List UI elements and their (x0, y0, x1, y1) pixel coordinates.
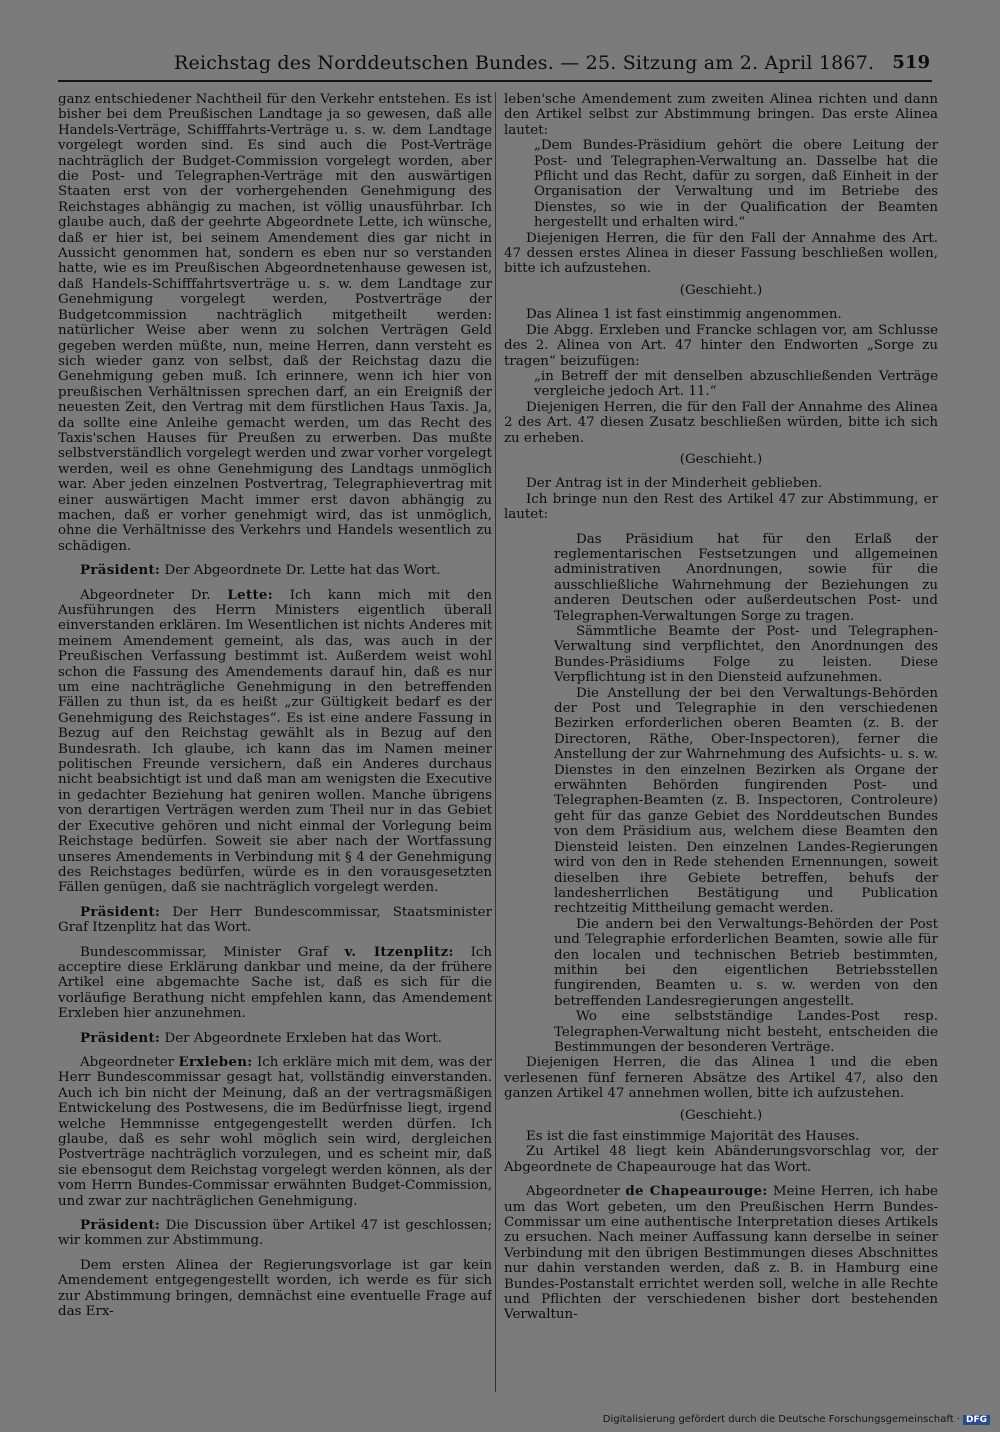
speech-text: Ich erkläre mich mit dem, was der Herr Bundescommissar gesagt hat, vollständig einverstanden. Auch ich bin nicht der Meinung, daß an der vertragsmäßigen Entwickelung des Postwesens, die im Bedürfnisse liegt, irgend welche Hemmnisse entgegengestellt werden dürfen. Ich glaube, daß es sehr wohl möglich sein wird, dergleichen Postverträge nachträglich vorzulegen, und es scheint mir, daß sie ebensogut dem Reichstag vorgelegt werden können, als der vom Herrn Bundes-Commissar erwähnten Budget-Commission, und zwar zur nachträglichen Genehmigung. (58, 1054, 492, 1209)
article-text: Sämmtliche Beamte der Post- und Telegraphen-Verwaltung sind verpflichtet, den Anordnungen des Bundes-Präsidiums Folge zu leisten. Diese Verpflichtung ist in den Diensteid aufzunehmen. (554, 624, 938, 686)
article-text: Die andern bei den Verwaltungs-Behörden der Post und Telegraphie erforderlichen Beamten, sowie alle für den localen und technischen Betrieb bestimmten, mithin bei den eigentlichen Betriebsstellen fungirenden, Beamten u. s. w. werden von den betreffenden Landesregierungen angestellt. (554, 916, 938, 1009)
speaker-paragraph (58, 563, 492, 578)
paragraph: Diejenigen Herren, die das Alinea 1 und die eben verlesenen fünf ferneren Absätze des Artikel 47, also den ganzen Artikel 47 annehmen wollen, bitte ich aufzustehen. (504, 1055, 938, 1102)
speaker-intro: Abgeordneter (80, 1054, 175, 1070)
paragraph: leben'sche Amendement zum zweiten Alinea richten und dann den Artikel selbst zur Abstimmung bringen. Das erste Alinea lautet: (504, 92, 938, 138)
quoted-text: „in Betreff der mit denselben abzuschließenden Verträge vergleiche jedoch Art. 11.“ (534, 368, 938, 400)
speech-text: Ich acceptire diese Erklärung dankbar und meine, da der frühere Artikel eine abgemachte Sache ist, daß es sich für die vorläufige Berathung nicht empfehlen kann, das Amendement Erxleben hier anzunehmen. (58, 944, 492, 1022)
paragraph: Der Antrag ist in der Minderheit geblieben. (526, 476, 823, 492)
credit-text: Digitalisierung gefördert durch die Deutsche Forschungsgemeinschaft · (602, 1414, 960, 1425)
paragraph: Ich bringe nun den Rest des Artikel 47 zur Abstimmung, er lautet: (504, 491, 938, 523)
page-number: 519 (892, 52, 930, 73)
paragraph: Es ist die fast einstimmige Majorität des Hauses. (526, 1129, 860, 1144)
speech-text: Der Abgeordnete Erxleben hat das Wort. (164, 1030, 442, 1046)
speaker-paragraph (504, 1184, 938, 1323)
article-text: Das Präsidium hat für den Erlaß der reglementarischen Festsetzungen und allgemeinen administrativen Anordnungen, sowie für die ausschließliche Wahrnehmung der Beziehungen zu anderen Deutschen oder außerdeutschen Post- und Telegraphen-Verwaltungen Sorge zu tragen. (554, 531, 938, 624)
speaker-name: Präsident: (80, 903, 161, 920)
paragraph: Das Alinea 1 ist fast einstimmig angenommen. (526, 307, 842, 323)
speaker-name: v. Itzenplitz: (344, 943, 454, 960)
speaker-name: Lette: (227, 586, 273, 603)
speaker-paragraph (58, 945, 492, 1022)
speech-text: Meine Herren, ich habe um das Wort gebeten, um den Preußischen Herrn Bundes-Commissar um eine authentische Interpretation dieses Artikels zu ersuchen. Nach meiner Auffassung kann derselbe in seiner Verbindung mit den übrigen Bestimmungen dieses Abschnittes nur dahin verstanden werden, daß z. B. in Hamburg eine Bundes-Postanstalt errichtet werden soll, welche in alle Rechte und Pflichten der verschiedenen bisher dort bestehenden Verwaltun- (504, 1184, 938, 1323)
speaker-paragraph (58, 1055, 492, 1209)
speaker-paragraph (58, 588, 492, 896)
speech-text: Die Discussion über Artikel 47 ist geschlossen; wir kommen zur Abstimmung. (58, 1218, 492, 1249)
column-divider (495, 92, 496, 1392)
digitization-credit (603, 1414, 990, 1425)
speaker-name: Präsident: (80, 1217, 161, 1234)
paragraph: Diejenigen Herren, die für den Fall der Annahme des Alinea 2 des Art. 47 diesen Zusatz beschließen würden, bitte ich sich zu erheben. (504, 399, 938, 446)
speaker-name: Präsident: (80, 562, 161, 579)
speaker-intro: Bundescommissar, Minister Graf (80, 944, 328, 960)
stage-direction: (Geschieht.) (679, 1107, 763, 1123)
paragraph: Dem ersten Alinea der Regierungsvorlage ist gar kein Amendement entgegengestellt worden, ich werde es für sich zur Abstimmung bringen, demnächst eine eventuelle Frage auf das Erx- (58, 1257, 492, 1320)
speaker-intro: Abgeordneter Dr. (80, 587, 211, 603)
dfg-logo: DFG (963, 1415, 990, 1425)
page-header (58, 50, 932, 82)
paragraph: Zu Artikel 48 liegt kein Abänderungsvorschlag vor, der Abgeordnete de Chapeaurouge hat das Wort. (504, 1144, 938, 1175)
speaker-paragraph (58, 905, 492, 936)
article-text: Die Anstellung der bei den Verwaltungs-Behörden der Post und Telegraphie in den verschiedenen Bezirken erforderlichen oberen Beamten (z. B. der Directoren, Räthe, Ober-Inspectoren), ferner die Anstellung der zur Wahrnehmung des Aufsichts- u. s. w. Dienstes in den einzelnen Bezirken als Organe der erwähnten Behörden fungirenden Post- und Telegraphen-Beamten (z. B. Inspectoren, Controleure) geht für das ganze Gebiet des Norddeutschen Bundes von dem Präsidium aus, welchem diese Beamten den Diensteid leisten. Den einzelnen Landes-Regierungen wird von den in Rede stehenden Ernennungen, soweit dieselben ihre Gebiete betreffen, behufs der landesherrlichen Bestätigung und Publication rechtzeitig Mittheilung gemacht werden. (554, 685, 938, 917)
speaker-name: Erxleben: (178, 1053, 253, 1070)
speech-text: Der Herr Bundescommissar, Staatsminister Graf Itzenplitz hat das Wort. (58, 904, 492, 936)
stage-direction: (Geschieht.) (679, 282, 763, 298)
header-title: Reichstag des Norddeutschen Bundes. — 25. Sitzung am 2. April 1867. (174, 52, 875, 74)
speaker-intro: Abgeordneter (526, 1184, 621, 1200)
speaker-paragraph (58, 1031, 492, 1046)
speaker-name: Präsident: (80, 1029, 161, 1046)
speaker-paragraph (58, 1218, 492, 1249)
paragraph: Die Abgg. Erxleben und Francke schlagen vor, am Schlusse des 2. Alinea von Art. 47 hinter den Endworten „Sorge zu tragen“ beizufügen: (504, 322, 938, 369)
paragraph: ganz entschiedener Nachtheil für den Verkehr entstehen. Es ist bisher bei dem Preußischen Landtage ja so gewesen, daß alle Handels-Verträge, Schifffahrts-Verträge u. s. w. dem Landtage vorgelegt worden sind. Es sind auch die Post-Verträge nachträglich der Budget-Commission vorgelegt worden, aber die Post- und Telegraphen-Verträge mit den auswärtigen Staaten erst von der vorhergehenden Genehmigung des Reichstages abhängig zu machen, ist völlig unausführbar. Ich glaube auch, daß der geehrte Abgeordnete Lette, ich wünsche, daß er hier ist, bei seinem Amendement dies gar nicht in Aussicht genommen hat, sondern es eben nur so verstanden hatte, wie es im Preußischen Abgeordnetenhause gewesen ist, daß Handels-Schifffahrtsverträge u. s. w. dem Landtage zur Genehmigung vorgelegt werden, Postverträge der Budgetcommission nachträglich mitgetheilt werden: natürlicher Weise aber wenn zu solchen Verträgen Geld gegeben werden müßte, nun, meine Herren, dann versteht es sich wieder ganz von selbst, daß der Reichstag dazu die Genehmigung geben muß. Ich erinnere, wenn ich hier von preußischen Verhältnissen sprechen darf, an ein Ereigniß der neuesten Zeit, den Vertrag mit dem fürstlichen Haus Taxis. Ja, da sollte eine Anleihe gemacht werden, um das Recht des Taxis'schen Hauses für Preußen zu erwerben. Das mußte selbstverständlich vorgelegt werden und zwar vorher vorgelegt werden, weil es ohne Genehmigung des Landtags unmöglich war. Aber jeden einzelnen Postvertrag, Telegraphievertrag mit einer auswärtigen Macht immer erst davon abhängig zu machen, daß er vorher genehmigt wird, das ist unmöglich, ohne die Verhältnisse des Verkehrs und Handels wesentlich zu schädigen. (58, 92, 492, 554)
article-text: Wo eine selbstständige Landes-Post resp. Telegraphen-Verwaltung nicht besteht, entscheiden die Bestimmungen der besonderen Verträge. (554, 1009, 938, 1055)
speaker-name: de Chapeaurouge: (625, 1183, 768, 1200)
right-column (504, 92, 938, 1392)
paragraph: Diejenigen Herren, die für den Fall der Annahme des Art. 47 dessen erstes Alinea in dieser Fassung beschließen wollen, bitte ich aufzustehen. (504, 230, 938, 277)
speech-text: Ich kann mich mit den Ausführungen des Herrn Ministers eigentlich überall einverstanden erklären. Im Wesentlichen ist nichts Anderes mit meinem Amendement gemeint, als das, was auch in der Preußischen Verfassung bestimmt ist. Außerdem weist wohl schon die Fassung des Amendements darauf hin, daß es nur um eine nachträgliche Genehmigung in den betreffenden Fällen zu thun ist, da es heißt „zur Gültigkeit bedarf es der Genehmigung des Reichstages“. Es ist eine andere Fassung in Bezug auf den Reichstag gewählt als in Bezug auf den Bundesrath. Ich glaube, ich kann das im Namen meiner politischen Freunde versichern, daß ein Anderes durchaus nicht beabsichtigt ist und daß man am wenigsten die Executive in gedachter Beziehung hat geniren wollen. Manche übrigens von derartigen Verträgen werden zum Theil nur in das Gebiet der Executive gehören und nicht einmal der Vorlegung beim Reichstage bedürfen. Soweit sie aber nach der Wortfassung unseres Amendements in Verbindung mit § 4 der Genehmigung des Reichstages bedürfen, würde es in den vorausgesetzten Fällen genügen, daß sie nachträglich vorgelegt werden. (58, 587, 492, 896)
left-column (58, 92, 492, 1392)
speech-text: Der Abgeordnete Dr. Lette hat das Wort. (164, 563, 441, 579)
quoted-text: „Dem Bundes-Präsidium gehört die obere Leitung der Post- und Telegraphen-Verwaltung an. Dasselbe hat die Pflicht und das Recht, dafür zu sorgen, daß Einheit in der Organisation der Verwaltung und im Betriebe des Dienstes, so wie in der Qualification der Beamten hergestellt und erhalten wird.“ (534, 138, 938, 231)
stage-direction: (Geschieht.) (679, 451, 763, 467)
